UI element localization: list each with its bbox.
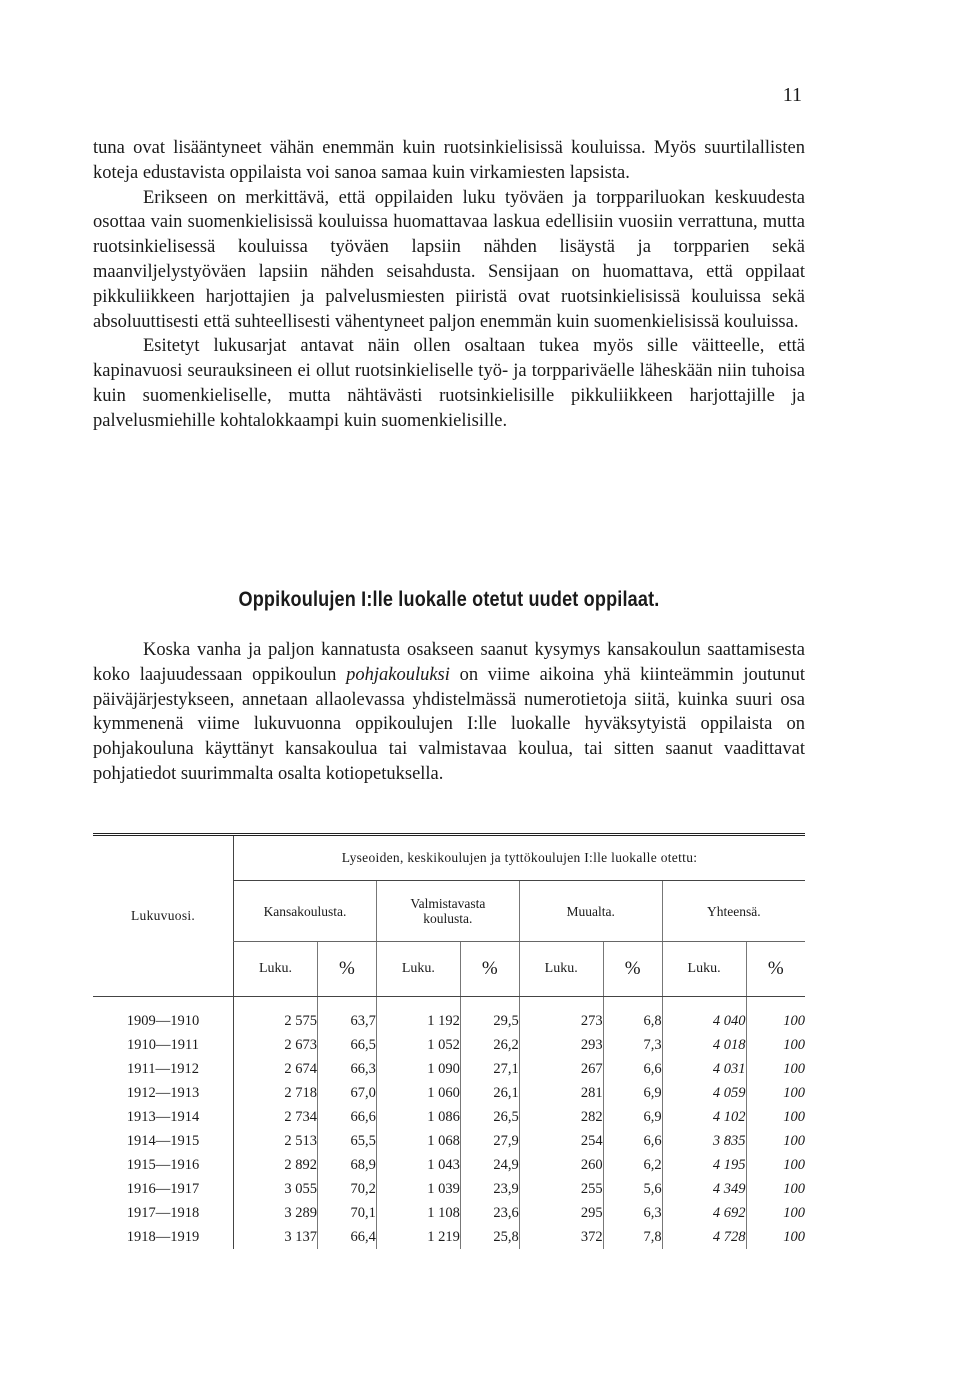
count-cell: 1 052 [376,1033,460,1057]
count-cell: 2 513 [234,1129,318,1153]
paragraph: Erikseen on merkittävä, että oppilaiden luku työväen ja torppariluokan keskuudesta osottaa vain suomenkielisissä kouluissa huomattavaa laskua edellisiin vuosiin verrattuna, mutta ruotsinkielisessä kouluissa työväen lapsiin nähden lisäystä ja torpparien sekä maanviljelystyöväen lapsiin nähden seisahdusta. Sensijaan on huomattava, että oppilaat pikkuliikkeen harjottajien ja palvelusmiesten piiristä ovat ruotsinkielisissä kouluissa sekä absoluuttisesti että suhteellisesti vähentyneet paljon enemmän kuin suomenkielisissä kouluissa. [93,187,805,332]
table-row [93,1105,805,1129]
percent-header [746,942,805,997]
percent-cell: 6,2 [603,1153,662,1177]
percent-cell: 6,8 [603,1009,662,1033]
group-header-kansakoulu: Kansakoulusta. [234,881,377,942]
percent-cell: 63,7 [317,1009,376,1033]
percent-cell: 100 [746,1081,805,1105]
count-cell: 4 349 [662,1177,746,1201]
percent-symbol: % [481,958,498,979]
percent-cell: 100 [746,1009,805,1033]
group-header-valmistava: Valmistavasta koulusta. [376,881,519,942]
period-cell: 1916—1917 [126,1180,200,1197]
period-cell: 1912—1913 [126,1084,200,1101]
count-cell: 4 059 [662,1081,746,1105]
percent-cell: 67,0 [317,1081,376,1105]
percent-header [317,942,376,997]
percent-header [460,942,519,997]
count-cell: 3 835 [662,1129,746,1153]
percent-cell: 100 [746,1033,805,1057]
count-cell: 1 068 [376,1129,460,1153]
percent-symbol: % [767,958,784,979]
count-cell: 3 289 [234,1201,318,1225]
count-cell: 281 [519,1081,603,1105]
count-cell: 260 [519,1153,603,1177]
page-number: 11 [782,84,802,106]
count-cell: 1 192 [376,1009,460,1033]
table-row [93,1129,805,1153]
count-cell: 1 219 [376,1225,460,1249]
percent-cell: 29,5 [460,1009,519,1033]
percent-cell: 66,4 [317,1225,376,1249]
paragraph: tuna ovat lisääntyneet vähän enemmän kuin ruotsinkielisissä kouluissa. Myös suurtilallisten koteja edustavista oppilaista voi sanoa samaa kuin virkamiesten lapsista. [93,138,805,183]
count-cell: 2 718 [234,1081,318,1105]
count-cell: 4 692 [662,1201,746,1225]
percent-cell: 6,9 [603,1081,662,1105]
table-row [93,1201,805,1225]
count-cell: 372 [519,1225,603,1249]
percent-cell: 65,5 [317,1129,376,1153]
period-cell: 1913—1914 [126,1108,200,1125]
count-cell: 4 195 [662,1153,746,1177]
count-header: Luku. [376,942,460,997]
count-cell: 293 [519,1033,603,1057]
count-header: Luku. [662,942,746,997]
percent-cell: 100 [746,1177,805,1201]
percent-cell: 100 [746,1201,805,1225]
count-cell: 2 673 [234,1033,318,1057]
table-row [93,1057,805,1081]
count-cell: 282 [519,1105,603,1129]
percent-symbol: % [624,958,641,979]
percent-cell: 23,9 [460,1177,519,1201]
percent-cell: 23,6 [460,1201,519,1225]
percent-cell: 6,6 [603,1129,662,1153]
period-cell: 1909—1910 [126,1012,200,1029]
percent-cell: 26,2 [460,1033,519,1057]
period-cell: 1915—1916 [126,1156,200,1173]
statistics-table [93,833,805,1249]
table-row [93,1177,805,1201]
percent-cell: 26,5 [460,1105,519,1129]
count-cell: 4 018 [662,1033,746,1057]
paragraph-part: on viime aikoina yhä kiinteämmin joutunut päiväjärjestykseen, annetaan allaolevassa yhdistelmässä numerotietoja siitä, kuinka suuri osa kymmenenä viime lukuvuonna oppikoulujen I:lle luokalle hyväksytyistä oppilaista on pohjakouluna käyttänyt kansakoulua tai valmistavaa koulua, tai sitten saanut vaadittavat pohjatiedot suurimmalta osalta kotiopetuksella. [93,664,806,784]
table-row [93,1225,805,1249]
period-cell: 1918—1919 [126,1228,200,1245]
count-cell: 295 [519,1201,603,1225]
period-cell: 1910—1911 [127,1036,200,1053]
count-cell: 2 734 [234,1105,318,1129]
percent-cell: 68,9 [317,1153,376,1177]
count-cell: 4 102 [662,1105,746,1129]
group-header-muualta: Muualta. [519,881,662,942]
paragraph-part: Koska vanha ja paljon kannatusta osakseen saanut kysymys kansakoulun saattamisesta koko laajuudessaan oppikoulun [93,640,805,685]
percent-cell: 66,3 [317,1057,376,1081]
table-row [93,1033,805,1057]
percent-cell: 70,2 [317,1177,376,1201]
paragraph [93,638,805,787]
count-cell: 4 040 [662,1009,746,1033]
count-cell: 2 892 [234,1153,318,1177]
percent-cell: 6,3 [603,1201,662,1225]
percent-cell: 7,8 [603,1225,662,1249]
count-cell: 4 728 [662,1225,746,1249]
count-cell: 3 055 [234,1177,318,1201]
percent-cell: 27,9 [460,1129,519,1153]
percent-cell: 6,6 [603,1057,662,1081]
percent-cell: 5,6 [603,1177,662,1201]
percent-cell: 100 [746,1105,805,1129]
emphasized-term: pohjakouluksi [346,664,450,685]
table-row [93,1081,805,1105]
percent-cell: 7,3 [603,1033,662,1057]
percent-cell: 24,9 [460,1153,519,1177]
percent-cell: 27,1 [460,1057,519,1081]
percent-cell: 66,6 [317,1105,376,1129]
group-header-yhteensa: Yhteensä. [662,881,805,942]
body-text-top [93,136,805,434]
percent-symbol: % [339,958,355,979]
paragraph: Esitetyt lukusarjat antavat näin ollen osaltaan tukea myös sille väitteelle, että kapinavuosi seurauksineen ei ollut ruotsinkieliselle työ- ja torppariväelle läheskään niin tuhoisa kuin suomenkieliselle, mutta nähtävästi ruotsinkielisille pikkuliikkeen harjottajille ja palvelusmiehille kohtalokkaampi kuin suomenkielisille. [93,336,805,431]
period-cell: 1917—1918 [126,1204,200,1221]
percent-cell: 26,1 [460,1081,519,1105]
count-header: Luku. [519,942,603,997]
percent-cell: 25,8 [460,1225,519,1249]
period-header: Lukuvuosi. [93,836,234,997]
count-cell: 2 674 [234,1057,318,1081]
percent-header [603,942,662,997]
count-cell: 3 137 [234,1225,318,1249]
count-header: Luku. [234,942,318,997]
section-heading: Oppikoulujen I:lle luokalle otetut uudet oppilaat. [238,588,660,611]
table-caption: Lyseoiden, keskikoulujen ja tyttökoulujen I:lle luokalle otettu: [234,836,805,881]
count-cell: 254 [519,1129,603,1153]
percent-cell: 70,1 [317,1201,376,1225]
count-cell: 267 [519,1057,603,1081]
period-cell: 1911—1912 [127,1060,200,1077]
count-cell: 255 [519,1177,603,1201]
percent-cell: 100 [746,1153,805,1177]
count-cell: 4 031 [662,1057,746,1081]
table-body [93,997,805,1250]
period-cell: 1914—1915 [126,1132,200,1149]
count-cell: 1 039 [376,1177,460,1201]
table-row [93,1153,805,1177]
count-cell: 1 090 [376,1057,460,1081]
percent-cell: 66,5 [317,1033,376,1057]
percent-cell: 100 [746,1129,805,1153]
table-row [93,1009,805,1033]
percent-cell: 100 [746,1057,805,1081]
count-cell: 1 043 [376,1153,460,1177]
percent-cell: 6,9 [603,1105,662,1129]
body-text-bottom [93,638,805,787]
table-grid [93,836,805,1249]
table-spacer [93,997,805,1010]
count-cell: 1 060 [376,1081,460,1105]
percent-cell: 100 [746,1225,805,1249]
count-cell: 1 108 [376,1201,460,1225]
count-cell: 273 [519,1009,603,1033]
count-cell: 1 086 [376,1105,460,1129]
count-cell: 2 575 [234,1009,318,1033]
